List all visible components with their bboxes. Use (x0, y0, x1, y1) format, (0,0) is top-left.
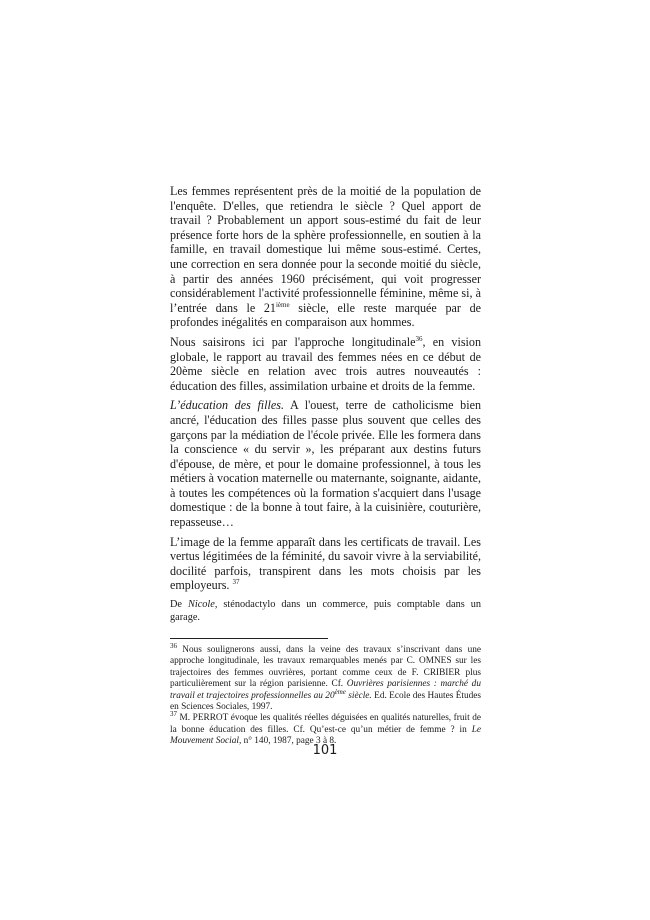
footnote-divider (170, 638, 328, 639)
paragraph-education (170, 398, 481, 529)
footnote-number-37: 37 (170, 710, 177, 719)
footnote-36-end: Ed. Ecole des Hautes Études en Sciences Sociales, 1997. (170, 690, 482, 713)
footnote-ref-37[interactable]: 37 (232, 578, 240, 587)
footnote-number-36: 36 (170, 641, 177, 650)
footnote-37-title: Le Mouvement Social (170, 724, 481, 747)
footnote-ref-36[interactable]: 36 (415, 334, 423, 343)
paragraph-intro-text: Les femmes représentent près de la moitié de la population de l'enquête. D'elles, que retiendra le siècle ? Quel apport de travail ? Probablement un apport sous-estimé du fait de leur présence forte hors de la sphère professionnelle, en soutien à la famille, en travail domestique lui même sous-estimé. Certes, une correction en sera donnée pour la seconde moitié du siècle, à partir des années 1960 précisément, qui voit progresser considérablement l'activité professionnelle féminine, même si, à l’entrée dans le 21 (170, 184, 481, 315)
person-name-nicole: Nicole (187, 599, 215, 611)
footnote-36-text: Nous soulignerons aussi, dans la veine des travaux s’inscrivant dans une approche longitudinale, les travaux remarquables menés par C. OMNES sur les trajectoires des femmes ouvrières, portant comme ceux de F. CRIBIER plus particulièrement sur la région parisienne. Cf. (170, 645, 481, 690)
section-heading-education: L’éducation des filles. (170, 398, 284, 413)
paragraph-image (170, 535, 481, 593)
paragraph-approach (170, 335, 481, 393)
footnote-36-title: Ouvrières parisiennes : marché du travail et trajectoires professionnelles au 20 (170, 679, 481, 701)
footnotes (170, 641, 482, 748)
footnote-36-title-superscript: ème (334, 687, 346, 696)
paragraph-approach-end: , en vision globale, le rapport au travail des femmes nées en ce début de 20ème siècle en relation avec trois autres nouveautés : éducation des filles, assimilation urbaine et droits de la femme. (170, 334, 481, 393)
footnote-36-title-end: siècle. (345, 690, 372, 701)
paragraph-nicole-end: , sténodactylo dans un commerce, puis comptable dans un garage. (170, 599, 481, 624)
paragraph-intro (170, 184, 481, 330)
footnote-37-end: , n° 140, 1987, page 3 à 8. (238, 736, 337, 747)
footnote-37-text: M. PERROT évoque les qualités réelles déguisées en qualités naturelles, fruit de la bonne éducation des filles. Cf. Qu’est-ce qu’un métier de femme ? in (170, 713, 481, 735)
footnote-36 (170, 641, 482, 713)
paragraph-nicole-start: De (170, 599, 188, 611)
paragraph-education-text: A l'ouest, terre de catholicisme bien ancré, l'éducation des filles passe plus souvent que celles des garçons par la médiation de l'école privée. Elle les formera dans la conscience « du servir », les préparant aux destins futurs d'épouse, de mère, et pour le domaine professionnel, à tous les métiers à vocation maternelle ou maternante, soignante, aidante, à toutes les compétences où la formation s'acquiert dans l'usage domestique : de la bonne à tout faire, à la cuisinière, couturière, repasseuse… (170, 398, 482, 530)
paragraph-approach-text: Nous saisirons ici par l'approche longitudinale (170, 334, 416, 349)
page-number: 101 (312, 743, 338, 758)
paragraph-image-text: L’image de la femme apparaît dans les certificats de travail. Les vertus légitimées de la féminité, du savoir vivre à la serviabilité, docilité parfois, transpirent dans les mots choisis par les employeurs. (170, 534, 481, 593)
paragraph-intro-end: siècle, elle reste marquée par de profondes inégalités en comparaison aux hommes. (170, 300, 481, 330)
century-superscript: ième (275, 300, 290, 309)
page-content (170, 184, 481, 748)
paragraph-nicole (170, 598, 481, 624)
